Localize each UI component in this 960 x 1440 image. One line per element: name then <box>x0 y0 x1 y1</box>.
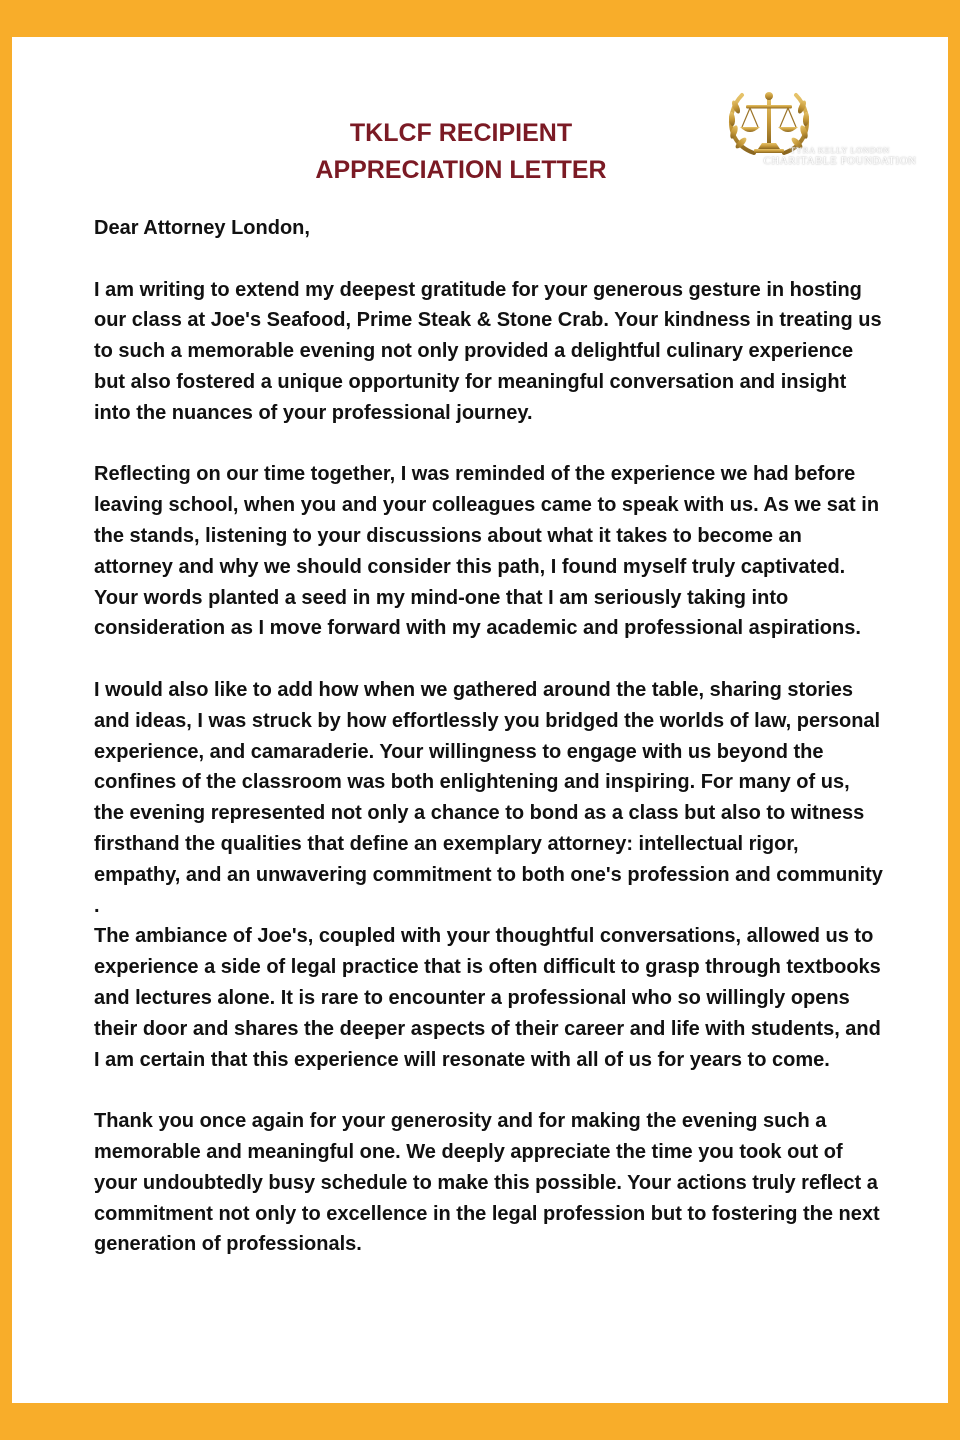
letter-page <box>12 37 948 1403</box>
logo-text-line-1: TYRA KELLY LONDON <box>790 145 890 155</box>
logo-text-line-2: CHARITABLE FOUNDATION <box>763 155 917 167</box>
paragraph-gap <box>94 1075 884 1106</box>
paragraph-gap <box>94 644 884 675</box>
title-line-2: APPRECIATION LETTER <box>315 156 607 184</box>
paragraph-gap <box>94 429 884 460</box>
salutation: Dear Attorney London, <box>94 217 310 239</box>
title-line-1: TKLCF RECIPIENT <box>349 119 573 147</box>
paragraph-2: Reflecting on our time together, I was reminded of the experience we had before leaving school, when you and your colleagues came to speak with us. As we sat in the stands, listening to your discussions about what it takes to become an attorney and why we should consider this path, I found myself truly captivated. Your words planted a seed in my mind-one that I am seriously taking into consideration as I move forward with my academic and professional aspirations. <box>94 463 880 640</box>
paragraph-gap <box>94 244 884 275</box>
paragraph-1: I am writing to extend my deepest gratitude for your generous gesture in hosting our class at Joe's Seafood, Prime Steak & Stone Crab. Your kindness in treating us to such a memorable evening not only provided a delightful culinary experience but also fostered a unique opportunity for meaningful conversation and insight into the nuances of your professional journey. <box>94 278 882 424</box>
foundation-logo <box>724 87 924 177</box>
stray-period: . <box>94 894 100 917</box>
paragraph-3: I would also like to add how when we gathered around the table, sharing stories and ideas, I was struck by how effortlessly you bridged the worlds of law, personal experience, and camaraderie. Your willingness to engage with us beyond the confines of the classroom was both enlightening and inspiring. For many of us, the evening represented not only a chance to bond as a class but also to witness firsthand the qualities that define an exemplary attorney: intellectual rigor, empathy, and an unwavering commitment to both one's profession and community <box>94 678 883 886</box>
paragraph-4: The ambiance of Joe's, coupled with your thoughtful conversations, allowed us to experience a side of legal practice that is often difficult to grasp through textbooks and lectures alone. It is rare to encounter a professional who so willingly opens their door and shares the deeper aspects of their career and life with students, and I am certain that this experience will resonate with all of us for years to come. <box>94 925 881 1071</box>
letter-body <box>94 213 884 1260</box>
paragraph-5: Thank you once again for your generosity and for making the evening such a memorable and meaningful one. We deeply appreciate the time you took out of your undoubtedly busy schedule to make this possible. Your actions truly reflect a commitment not only to excellence in the legal profession but to fostering the next generation of professionals. <box>94 1110 880 1256</box>
logo-text <box>760 145 920 167</box>
